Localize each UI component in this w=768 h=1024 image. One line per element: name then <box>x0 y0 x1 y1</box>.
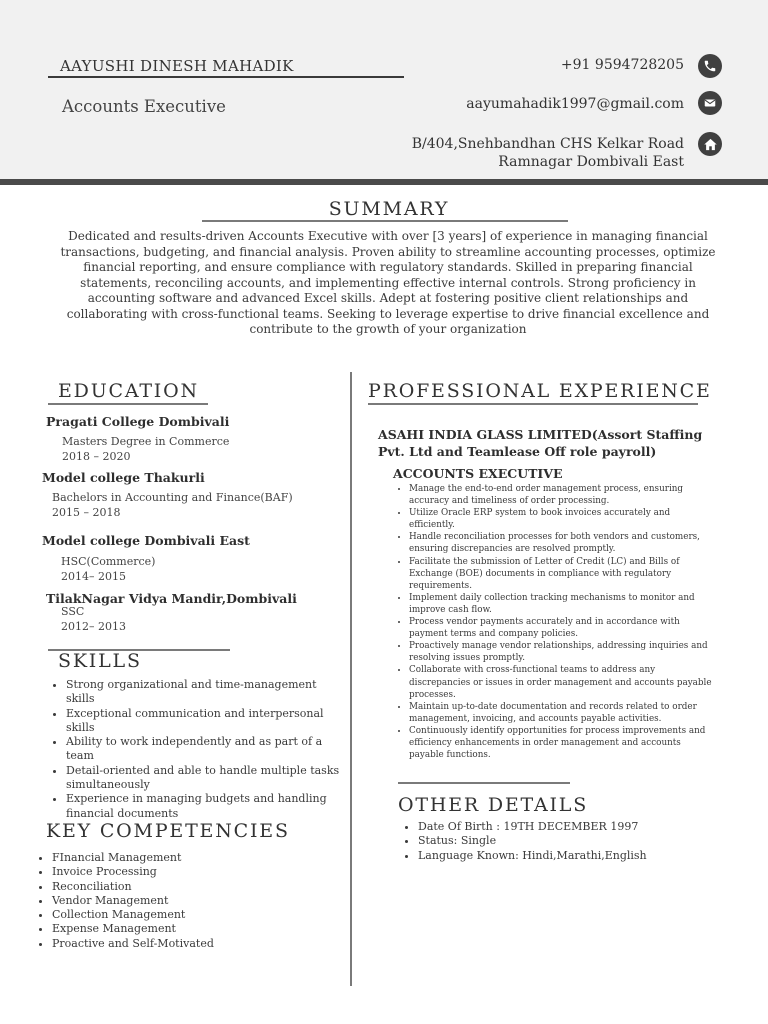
education-years: 2014– 2015 <box>61 569 126 583</box>
summary-underline <box>202 220 568 222</box>
address-line-2: Ramnagar Dombivali East <box>498 154 684 170</box>
list-item: • Continuously identify opportunities for process improvements and efficiency enhancements in order management and accounts payable functions. <box>409 725 714 761</box>
list-item: • Expense Management <box>52 922 334 936</box>
education-school: TilakNagar Vidya Mandir,Dombivali <box>46 591 297 606</box>
name-underline <box>48 76 404 78</box>
list-item: • Maintain up-to-date documentation and records related to order management, invoicing, and accounts payable activities. <box>409 701 714 725</box>
education-details <box>61 555 155 584</box>
email-address: aayumahadik1997@gmail.com <box>466 96 684 112</box>
list-item: • Implement daily collection tracking mechanisms to monitor and improve cash flow. <box>409 592 714 616</box>
list-item: • Strong organizational and time-management skills <box>66 678 348 707</box>
education-school: Pragati College Dombivali <box>46 414 230 429</box>
candidate-role: Accounts Executive <box>62 97 226 116</box>
candidate-name: AAYUSHI DINESH MAHADIK <box>60 57 294 75</box>
education-degree: HSC(Commerce) <box>61 555 156 568</box>
competencies-list <box>34 851 334 951</box>
education-years: 2015 – 2018 <box>52 505 121 519</box>
list-item: • Utilize Oracle ERP system to book invoices accurately and efficiently. <box>409 507 714 531</box>
list-item: • FInancial Management <box>52 851 334 865</box>
skills-list <box>48 678 348 821</box>
skills-heading: SKILLS <box>58 650 142 672</box>
education-school: Model college Thakurli <box>42 470 205 485</box>
job-title: ACCOUNTS EXECUTIVE <box>393 466 563 481</box>
list-item: • Process vendor payments accurately and in accordance with payment terms and company policies. <box>409 616 714 640</box>
other-details-overline <box>398 782 570 784</box>
column-divider <box>350 372 352 986</box>
list-item: • Collaborate with cross-functional teams to address any discrepancies or issues in order management and accounts payable processes. <box>409 664 714 700</box>
list-item: • Proactively manage vendor relationships, addressing inquiries and resolving issues promptly. <box>409 640 714 664</box>
list-item: • Proactive and Self-Motivated <box>52 937 334 951</box>
list-item: • Language Known: Hindi,Marathi,English <box>418 849 730 863</box>
list-item: • Exceptional communication and interpersonal skills <box>66 707 348 736</box>
list-item: • Collection Management <box>52 908 334 922</box>
education-degree: Masters Degree in Commerce <box>62 435 230 448</box>
list-item: • Invoice Processing <box>52 865 334 879</box>
education-details <box>62 435 229 464</box>
list-item: • Manage the end-to-end order management process, ensuring accuracy and timeliness of order processing. <box>409 483 714 507</box>
list-item: • Detail-oriented and able to handle multiple tasks simultaneously <box>66 764 348 793</box>
education-heading: EDUCATION <box>58 380 199 402</box>
postal-address <box>412 135 684 171</box>
duties-list <box>392 483 714 761</box>
header-bottom-bar <box>0 179 768 185</box>
list-item: • Ability to work independently and as part of a team <box>66 735 348 764</box>
address-line-1: B/404,Snehbandhan CHS Kelkar Road <box>411 136 684 152</box>
other-details-heading: OTHER DETAILS <box>398 794 589 816</box>
education-underline <box>48 403 208 405</box>
mail-icon <box>698 91 722 115</box>
list-item: • Handle reconciliation processes for both vendors and customers, ensuring discrepancies are resolved promptly. <box>409 531 714 555</box>
list-item: • Facilitate the submission of Letter of Credit (LC) and Bills of Exchange (BOE) documents in compliance with regulatory requirements. <box>409 556 714 592</box>
summary-heading: SUMMARY <box>328 198 450 220</box>
education-years: 2012– 2013 <box>61 619 126 633</box>
list-item: • Experience in managing budgets and handling financial documents <box>66 792 348 821</box>
home-icon <box>698 132 722 156</box>
education-degree: Bachelors in Accounting and Finance(BAF) <box>52 491 293 504</box>
education-details <box>52 491 293 520</box>
experience-heading: PROFESSIONAL EXPERIENCE <box>368 380 712 402</box>
phone-number: +91 9594728205 <box>560 57 684 73</box>
other-details-list <box>400 820 730 863</box>
education-details <box>61 605 126 634</box>
summary-text: Dedicated and results-driven Accounts Executive with over [3 years] of experience in managing financial transactions, budgeting, and financial analysis. Proven ability to streamline accounting processes, optimize financial reporting, and ensure compliance with regulatory standards. Skilled in preparing financial statements, reconciling accounts, and implementing effective internal controls. Strong proficiency in accounting software and advanced Excel skills. Adept at fostering positive client relationships and collaborating with cross-functional teams. Seeking to leverage expertise to drive financial excellence and contribute to the growth of your organization <box>60 229 716 336</box>
list-item: • Date Of Birth : 19TH DECEMBER 1997 <box>418 820 730 834</box>
education-school: Model college Dombivali East <box>42 533 250 548</box>
list-item: • Status: Single <box>418 834 730 848</box>
education-years: 2018 – 2020 <box>62 449 131 463</box>
experience-underline <box>368 403 698 405</box>
education-degree: SSC <box>61 605 85 618</box>
competencies-heading: KEY COMPETENCIES <box>46 820 290 842</box>
list-item: • Vendor Management <box>52 894 334 908</box>
phone-icon <box>698 54 722 78</box>
list-item: • Reconciliation <box>52 880 334 894</box>
company-name: ASAHI INDIA GLASS LIMITED(Assort Staffing Pvt. Ltd and Teamlease Off role payroll) <box>378 427 703 459</box>
